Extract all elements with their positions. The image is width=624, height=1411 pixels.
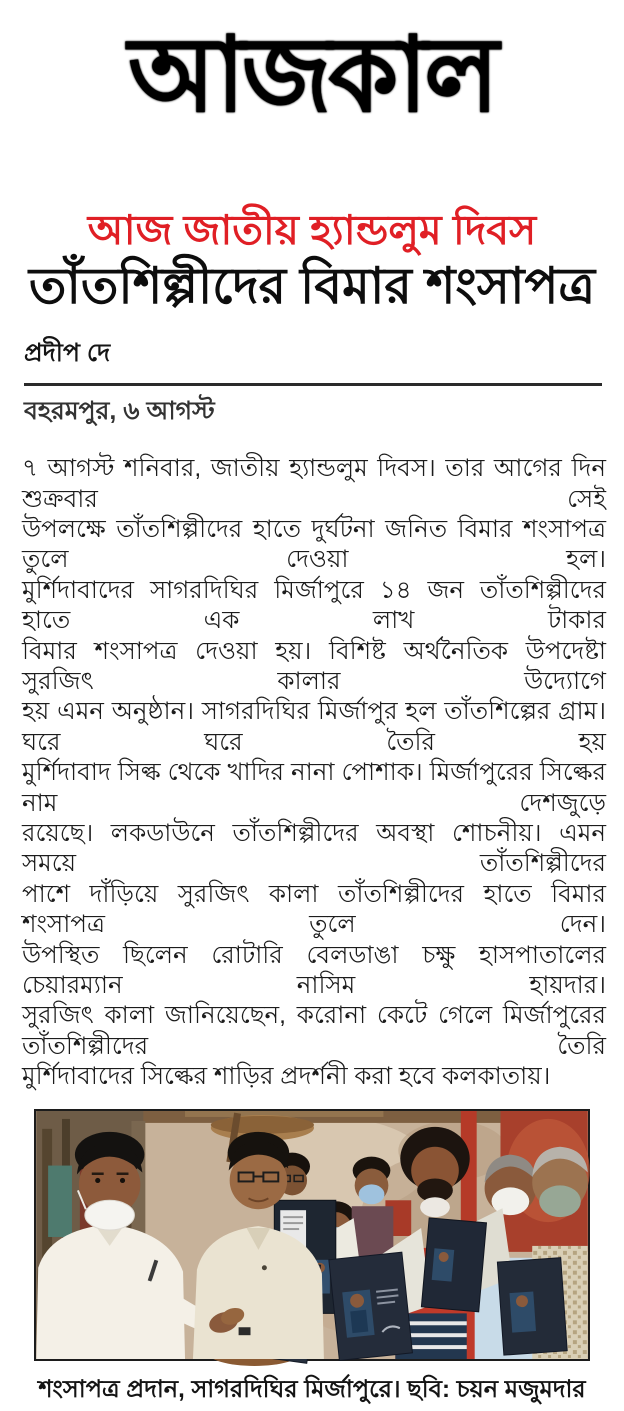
body-line: বিমার শংসাপত্র দেওয়া হয়। বিশিষ্ট অর্থনৈতিক উপদেষ্টা সুরজিৎ কালার উদ্যোগে (22, 637, 606, 695)
body-line: মুর্শিদাবাদের সাগরদিঘির মির্জাপুরে ১৪ জন তাঁতশিল্পীদের হাতে এক লাখ টাকার (22, 576, 606, 635)
article-body (22, 454, 606, 1093)
photo-caption: শংসাপত্র প্রদান, সাগরদিঘির মির্জাপুরে। ছবি: চয়ন মজুমদার (38, 1375, 586, 1403)
masthead (0, 0, 624, 164)
certificate-folder-4 (497, 1257, 567, 1354)
body-line: সুরজিৎ কালা জানিয়েছেন, করোনা কেটে গেলে মির্জাপুরের তাঁতশিল্পীদের তৈরি (22, 1002, 606, 1060)
news-photo-illustration (36, 1111, 588, 1359)
body-line: ৭ আগস্ট শনিবার, জাতীয় হ্যান্ডলুম দিবস। তার আগের দিন শুক্রবার সেই (22, 455, 606, 513)
certificate-folder-2 (329, 1252, 413, 1360)
byline-block (24, 333, 602, 434)
news-photo-figure (0, 1109, 624, 1411)
body-line: মুর্শিদাবাদের সিল্কের শাড়ির প্রদর্শনী করা হবে কলকাতায়। (22, 1063, 551, 1091)
body-line: পাশে দাঁড়িয়ে সুরজিৎ কালা তাঁতশিল্পীদের হাতে বিমার শংসাপত্র তুলে দেন। (22, 880, 606, 939)
body-line: রয়েছে। লকডাউনে তাঁতশিল্পীদের অবস্থা শোচনীয়। এমন সময়ে তাঁতশিল্পীদের (22, 819, 606, 878)
masthead-logo: আজকাল (128, 16, 496, 134)
news-photo (34, 1109, 590, 1361)
body-line: মুর্শিদাবাদ সিল্ক থেকে খাদির নানা পোশাক। মির্জাপুরের সিল্কের নাম দেশজুড়ে (22, 759, 606, 817)
background-man-bluemask-2 (352, 1156, 394, 1265)
kicker-headline: আজ জাতীয় হ্যান্ডলুম দিবস (87, 207, 537, 253)
byline-author: প্রদীপ দে (24, 339, 111, 368)
main-headline: তাঁতশিল্পীদের বিমার শংসাপত্র (28, 258, 596, 315)
body-line: উপলক্ষে তাঁতশিল্পীদের হাতে দুর্ঘটনা জনিত বিমার শংসাপত্র তুলে দেওয়া হল। (22, 515, 606, 574)
body-line: হয় এমন অনুষ্ঠান। সাগরদিঘির মির্জাপুর হল তাঁতশিল্পের গ্রাম। ঘরে ঘরে তৈরি হয় (22, 698, 606, 756)
certificate-folder-3 (421, 1217, 486, 1311)
byline-divider (24, 383, 602, 386)
body-line: উপস্থিত ছিলেন রোটারি বেলডাঙা চক্ষু হাসপাতালের চেয়ারম্যান নাসিম হায়দার। (22, 941, 606, 999)
dateline: বহরমপুর, ৬ আগস্ট (24, 397, 215, 426)
